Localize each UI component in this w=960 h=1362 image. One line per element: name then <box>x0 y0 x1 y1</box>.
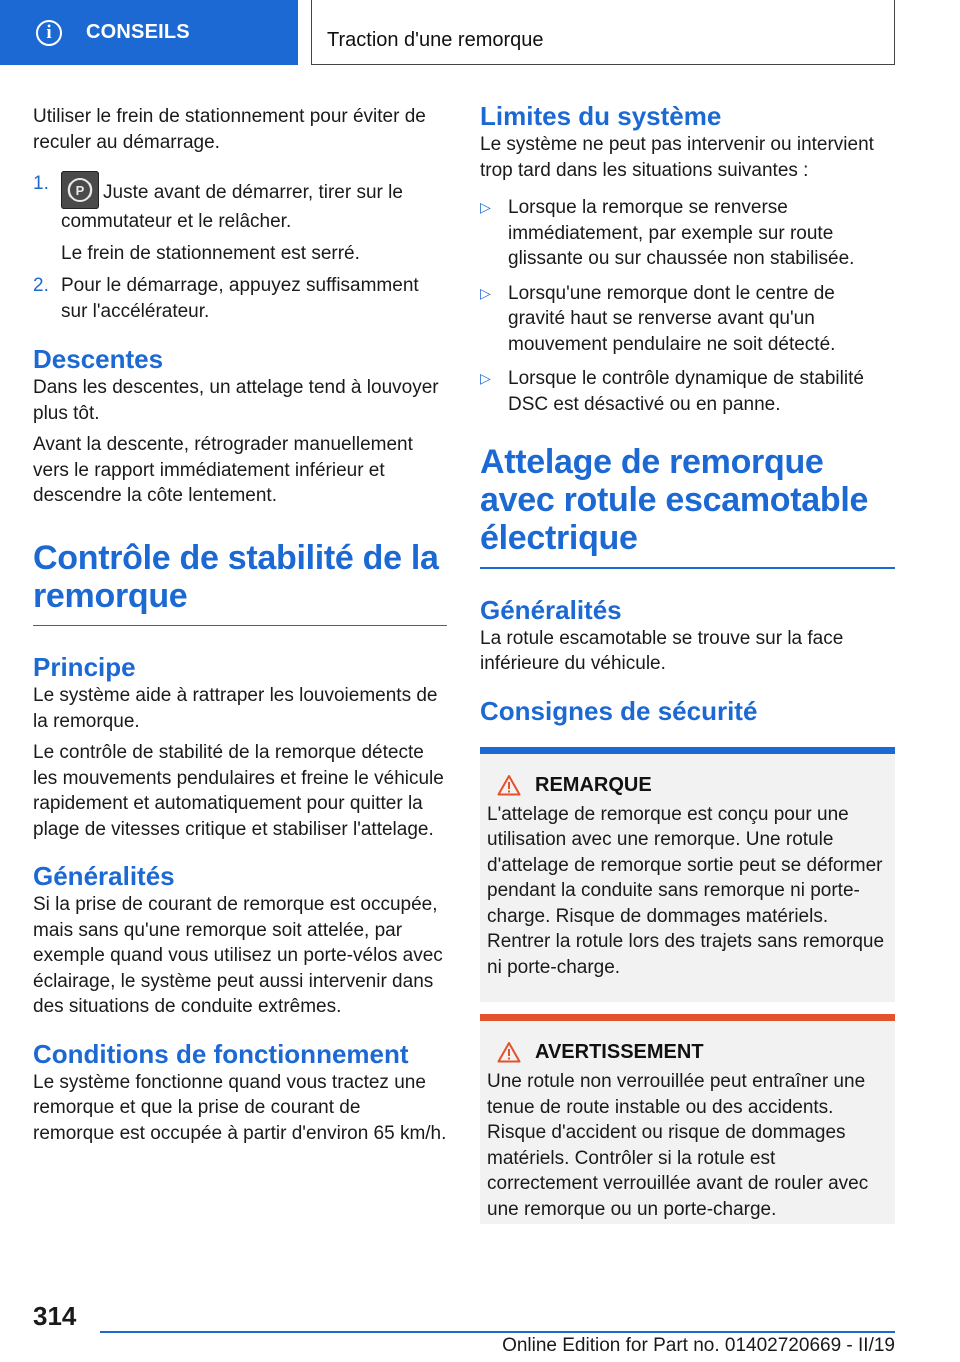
right-column <box>480 100 895 1224</box>
footer-divider <box>100 1331 895 1333</box>
triangle-bullet-icon: ▷ <box>480 370 491 386</box>
parking-brake-icon <box>61 171 99 209</box>
notice-text: L'attelage de remorque est conçu pour une utilisation avec une remorque. Une rotule d'attelage de remorque sortie peut se déformer pendant la conduite sans remorque ni porte-charge. Risque de dommages matériels. Rentrer la rotule lors des trajets sans remorque ni porte-charge. <box>487 803 885 978</box>
step-text: Juste avant de démarrer, tirer sur le commutateur et le relâcher. <box>61 182 403 232</box>
descentes-text-1: Dans les descentes, un attelage tend à louvoyer plus tôt. <box>33 377 439 424</box>
triangle-bullet-icon: ▷ <box>480 199 491 215</box>
limits-list <box>480 195 895 417</box>
left-column <box>33 104 447 1152</box>
step-number: 1. <box>33 173 49 194</box>
heading-descentes: Descentes <box>33 344 164 374</box>
heading-divider <box>33 625 447 627</box>
notice-bar <box>480 1014 895 1021</box>
page-number: 314 <box>33 1301 77 1331</box>
heading-principe: Principe <box>33 652 136 682</box>
edition-text: Online Edition for Part no. 01402720669 - II/19 <box>502 1335 895 1356</box>
heading-consignes: Consignes de sécurité <box>480 695 758 726</box>
list-item <box>33 273 447 324</box>
section-label: CONSEILS <box>86 21 190 43</box>
notice-bar <box>480 747 895 754</box>
heading-controle-stabilite: Contrôle de stabilité de la remorque <box>33 538 439 615</box>
heading-limites: Limites du système <box>480 101 722 131</box>
list-item <box>480 281 895 358</box>
principe-text-1: Le système aide à rattraper les louvoiements de la remorque. <box>33 685 438 732</box>
bullet-text: Lorsque le contrôle dynamique de stabilité DSC est désactivé ou en panne. <box>508 368 864 415</box>
step-number: 2. <box>33 275 49 296</box>
triangle-bullet-icon: ▷ <box>480 284 491 301</box>
heading-generalites: Généralités <box>33 861 175 891</box>
section-tab[interactable] <box>0 0 298 65</box>
principe-text-2: Le contrôle de stabilité de la remorque détecte les mouvements pendulaires et freine le véhicule rapidement et automatiquement pour quitter la plage de vitesses critique et stabiliser l'attelage. <box>33 742 444 840</box>
generalites-text: Si la prise de courant de remorque est occupée, mais sans qu'une remorque soit attelée, par exemple quand vous utilisez un porte-vélos avec éclairage, le système peut aussi intervenir dans des situations de conduite extrêmes. <box>33 894 443 1017</box>
intro-text: Utiliser le frein de stationnement pour éviter de reculer au démarrage. <box>33 106 426 153</box>
list-item <box>480 366 895 417</box>
list-item <box>480 195 895 272</box>
steps-list <box>33 171 447 324</box>
list-item <box>33 171 447 266</box>
heading-divider <box>480 567 895 569</box>
page-title: Traction d'une remorque <box>327 29 544 51</box>
notice-avertissement <box>480 1014 895 1224</box>
descentes-text-2: Avant la descente, rétrograder manuellement vers le rapport immédiatement inférieur et descendre la côte lentement. <box>33 434 413 506</box>
heading-conditions: Conditions de fonctionnement <box>33 1038 409 1069</box>
notice-title: AVERTISSEMENT <box>535 1041 704 1063</box>
notice-text: Une rotule non verrouillée peut entraîner une tenue de route instable ou des accidents. Risque d'accident ou risque de dommages matériels. Contrôler si la rotule est correctement verrouillée avant de rouler avec une remorque ou un porte-charge. <box>487 1071 869 1220</box>
warning-triangle-icon <box>497 774 521 796</box>
bullet-text: Lorsque la remorque se renverse immédiatement, par exemple sur route glissante ou sur chaussée non stabilisée. <box>508 197 855 269</box>
step-text: Pour le démarrage, appuyez suffisamment sur l'accélérateur. <box>61 275 419 322</box>
conditions-text: Le système fonctionne quand vous tractez une remorque et que la prise de courant de remorque est occupée à partir d'environ 65 km/h. <box>33 1071 447 1144</box>
generalites-attelage-text: La rotule escamotable se trouve sur la face inférieure du véhicule. <box>480 627 844 674</box>
limites-text: Le système ne peut pas intervenir ou intervient trop tard dans les situations suivantes : <box>480 134 874 181</box>
page-header <box>311 0 895 65</box>
info-icon: i <box>36 20 62 46</box>
bullet-text: Lorsqu'une remorque dont le centre de gravité haut se renverse avant qu'un mouvement pendulaire ne soit détecté. <box>508 282 836 355</box>
warning-triangle-icon <box>497 1041 521 1063</box>
notice-title: REMARQUE <box>535 773 652 796</box>
notice-remarque <box>480 747 895 1003</box>
heading-attelage: Attelage de remorque avec rotule escamotable électrique <box>480 443 869 557</box>
heading-generalites-attelage: Généralités <box>480 594 622 625</box>
step-subtext: Le frein de stationnement est serré. <box>61 242 360 264</box>
svg-text:P: P <box>75 183 85 198</box>
